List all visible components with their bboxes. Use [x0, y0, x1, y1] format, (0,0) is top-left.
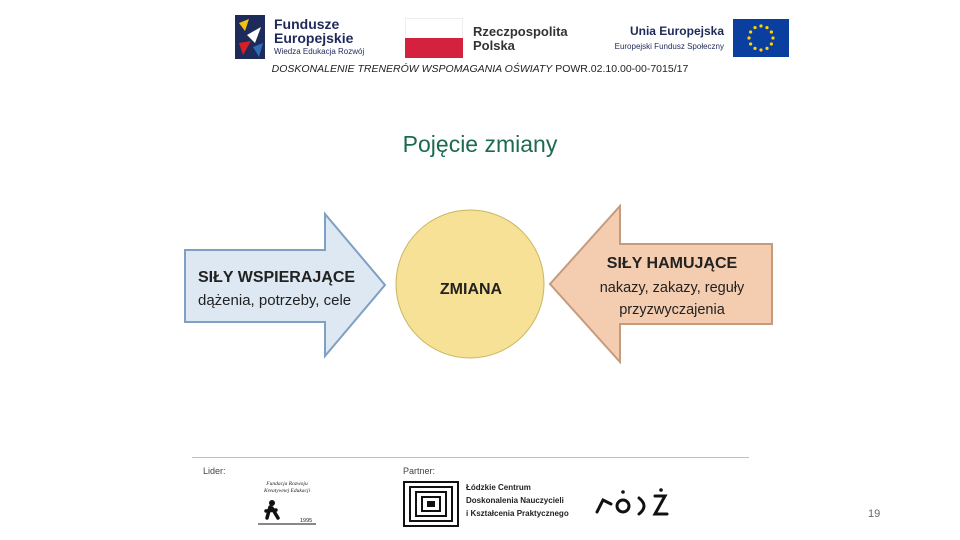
eu-title: Unia Europejska: [629, 24, 724, 38]
restraining-forces-title: SIŁY HAMUJĄCE: [606, 255, 738, 272]
fundacja-line-2: Kreatywnej Edukacji: [263, 488, 311, 494]
ldz-partner-name: Łódzkie Centrum Doskonalenia Nauczycieli i Kształcenia Praktycznego: [466, 483, 569, 518]
ldz-logo-icon: [403, 481, 459, 527]
restraining-forces-subtitle-1: nakazy, zakazy, reguły: [599, 280, 745, 296]
eu-subtitle: Europejski Fundusz Społeczny: [614, 42, 724, 51]
eu-star-icon: [749, 42, 752, 45]
eu-star-icon: [759, 24, 762, 27]
page-number: 19: [868, 508, 881, 520]
partner-label: Partner:: [403, 466, 436, 476]
fundacja-logo: [250, 478, 325, 528]
eu-star-icon: [765, 26, 768, 29]
supporting-forces-subtitle: dążenia, potrzeby, cele: [198, 292, 352, 309]
eu-flag-icon: [733, 19, 789, 57]
lider-label: Lider:: [203, 466, 226, 476]
eu-star-icon: [771, 36, 774, 39]
eu-star-icon: [753, 26, 756, 29]
eu-star-icon: [770, 30, 773, 33]
eu-star-icon: [770, 42, 773, 45]
project-code-line: [0, 63, 960, 75]
slide-title: Pojęcie zmiany: [402, 131, 558, 157]
lodz-city-logo: [593, 482, 673, 522]
fundacja-year: 1995: [300, 518, 313, 524]
poland-flag-icon: [405, 18, 463, 58]
footer-divider: [192, 457, 749, 458]
fundusze-subtitle: Wiedza Edukacja Rozwój: [274, 47, 365, 56]
restraining-forces-subtitle-2: przyzwyczajenia: [619, 302, 725, 318]
fundacja-line-1: Fundacja Rozwoju: [266, 481, 308, 487]
project-name: DOSKONALENIE TRENERÓW WSPOMAGANIA OŚWIATY: [271, 63, 553, 75]
eu-star-icon: [765, 47, 768, 50]
fundusze-title: Fundusze Europejskie: [274, 16, 354, 46]
supporting-forces-title: SIŁY WSPIERAJĄCE: [198, 269, 356, 286]
project-code: POWR.02.10.00-00-7015/17: [555, 63, 689, 75]
rzeczpospolita-text: Rzeczpospolita Polska: [473, 24, 568, 53]
eu-star-icon: [749, 30, 752, 33]
force-field-diagram: [180, 200, 780, 440]
eu-star-icon: [759, 48, 762, 51]
eu-star-icon: [753, 47, 756, 50]
change-label: ZMIANA: [439, 281, 503, 298]
eu-star-icon: [747, 36, 750, 39]
